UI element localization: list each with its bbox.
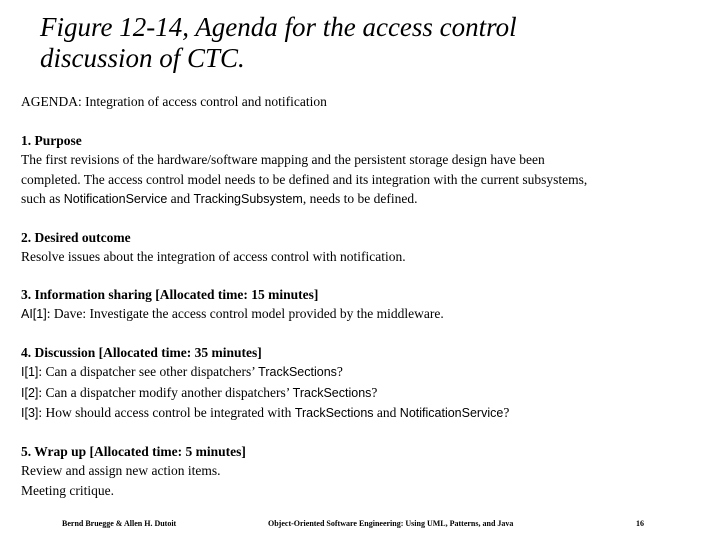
purpose-heading: 1. Purpose [21, 132, 82, 148]
wrap-up-section [21, 442, 705, 501]
issue-3 [21, 403, 705, 424]
wrap-up-line-2: Meeting critique. [21, 482, 114, 498]
purpose-line-3-a: such as [21, 191, 64, 206]
wrap-up-line-1: Review and assign new action items. [21, 463, 221, 478]
purpose-line-1: The first revisions of the hardware/software mapping and the persistent storage design have been [21, 152, 545, 167]
issue-1-end: ? [336, 364, 343, 379]
purpose-line-3 [21, 189, 705, 210]
issue-1-text: : Can a dispatcher see other dispatchers’ [38, 364, 259, 379]
issue-1 [21, 362, 705, 383]
issue-2-term: TrackSections [292, 385, 372, 400]
issue-1-term: TrackSections [258, 365, 337, 379]
issue-3-term-1: TrackSections [294, 406, 374, 420]
purpose-line-2: completed. The access control model needs to be defined and its integration with the current subsystems, [21, 171, 588, 187]
discussion-heading: 4. Discussion [Allocated time: 35 minutes] [21, 344, 262, 360]
issue-3-text: : How should access control be integrated with [38, 405, 295, 420]
information-sharing-section [21, 285, 705, 325]
action-item-1-label: AI[1] [21, 307, 47, 321]
issue-3-end: ? [503, 405, 510, 420]
issue-2-label: I[2] [21, 385, 39, 400]
desired-outcome-line: Resolve issues about the integration of access control with notification. [21, 249, 406, 264]
issue-3-mid: and [373, 405, 400, 420]
action-item-1-text: : Dave: Investigate the access control model provided by the middleware. [46, 306, 444, 321]
footer-authors: Bernd Bruegge & Allen H. Dutoit [62, 519, 177, 528]
action-item-1 [21, 304, 705, 325]
tracking-subsystem-term: TrackingSubsystem [193, 192, 303, 206]
desired-outcome-section [21, 228, 705, 267]
issue-3-term-2: NotificationService [399, 406, 504, 420]
title-line-1: Figure 12-14, Agenda for the access control [40, 12, 517, 42]
agenda-heading: AGENDA: Integration of access control and notification [21, 94, 327, 109]
wrap-up-heading: 5. Wrap up [Allocated time: 5 minutes] [21, 443, 246, 459]
issue-3-label: I[3] [21, 406, 39, 420]
footer-book-title: Object-Oriented Software Engineering: Using UML, Patterns, and Java [268, 519, 514, 528]
purpose-section [21, 131, 705, 210]
information-sharing-heading: 3. Information sharing [Allocated time: 15 minutes] [21, 286, 319, 302]
issue-2-text: : Can a dispatcher modify another dispatchers’ [38, 384, 293, 400]
desired-outcome-heading: 2. Desired outcome [21, 229, 131, 245]
issue-2 [21, 383, 705, 404]
purpose-line-3-e: , needs to be defined. [302, 191, 418, 206]
slide-title [40, 12, 700, 74]
purpose-line-3-c: and [167, 191, 194, 206]
notification-service-term: NotificationService [63, 192, 168, 206]
discussion-section [21, 343, 705, 424]
footer-page-number: 16 [636, 519, 644, 528]
issue-1-label: I[1] [21, 365, 39, 379]
title-line-2: discussion of CTC. [40, 43, 245, 73]
agenda-body [21, 92, 705, 518]
issue-2-end: ? [371, 384, 378, 400]
